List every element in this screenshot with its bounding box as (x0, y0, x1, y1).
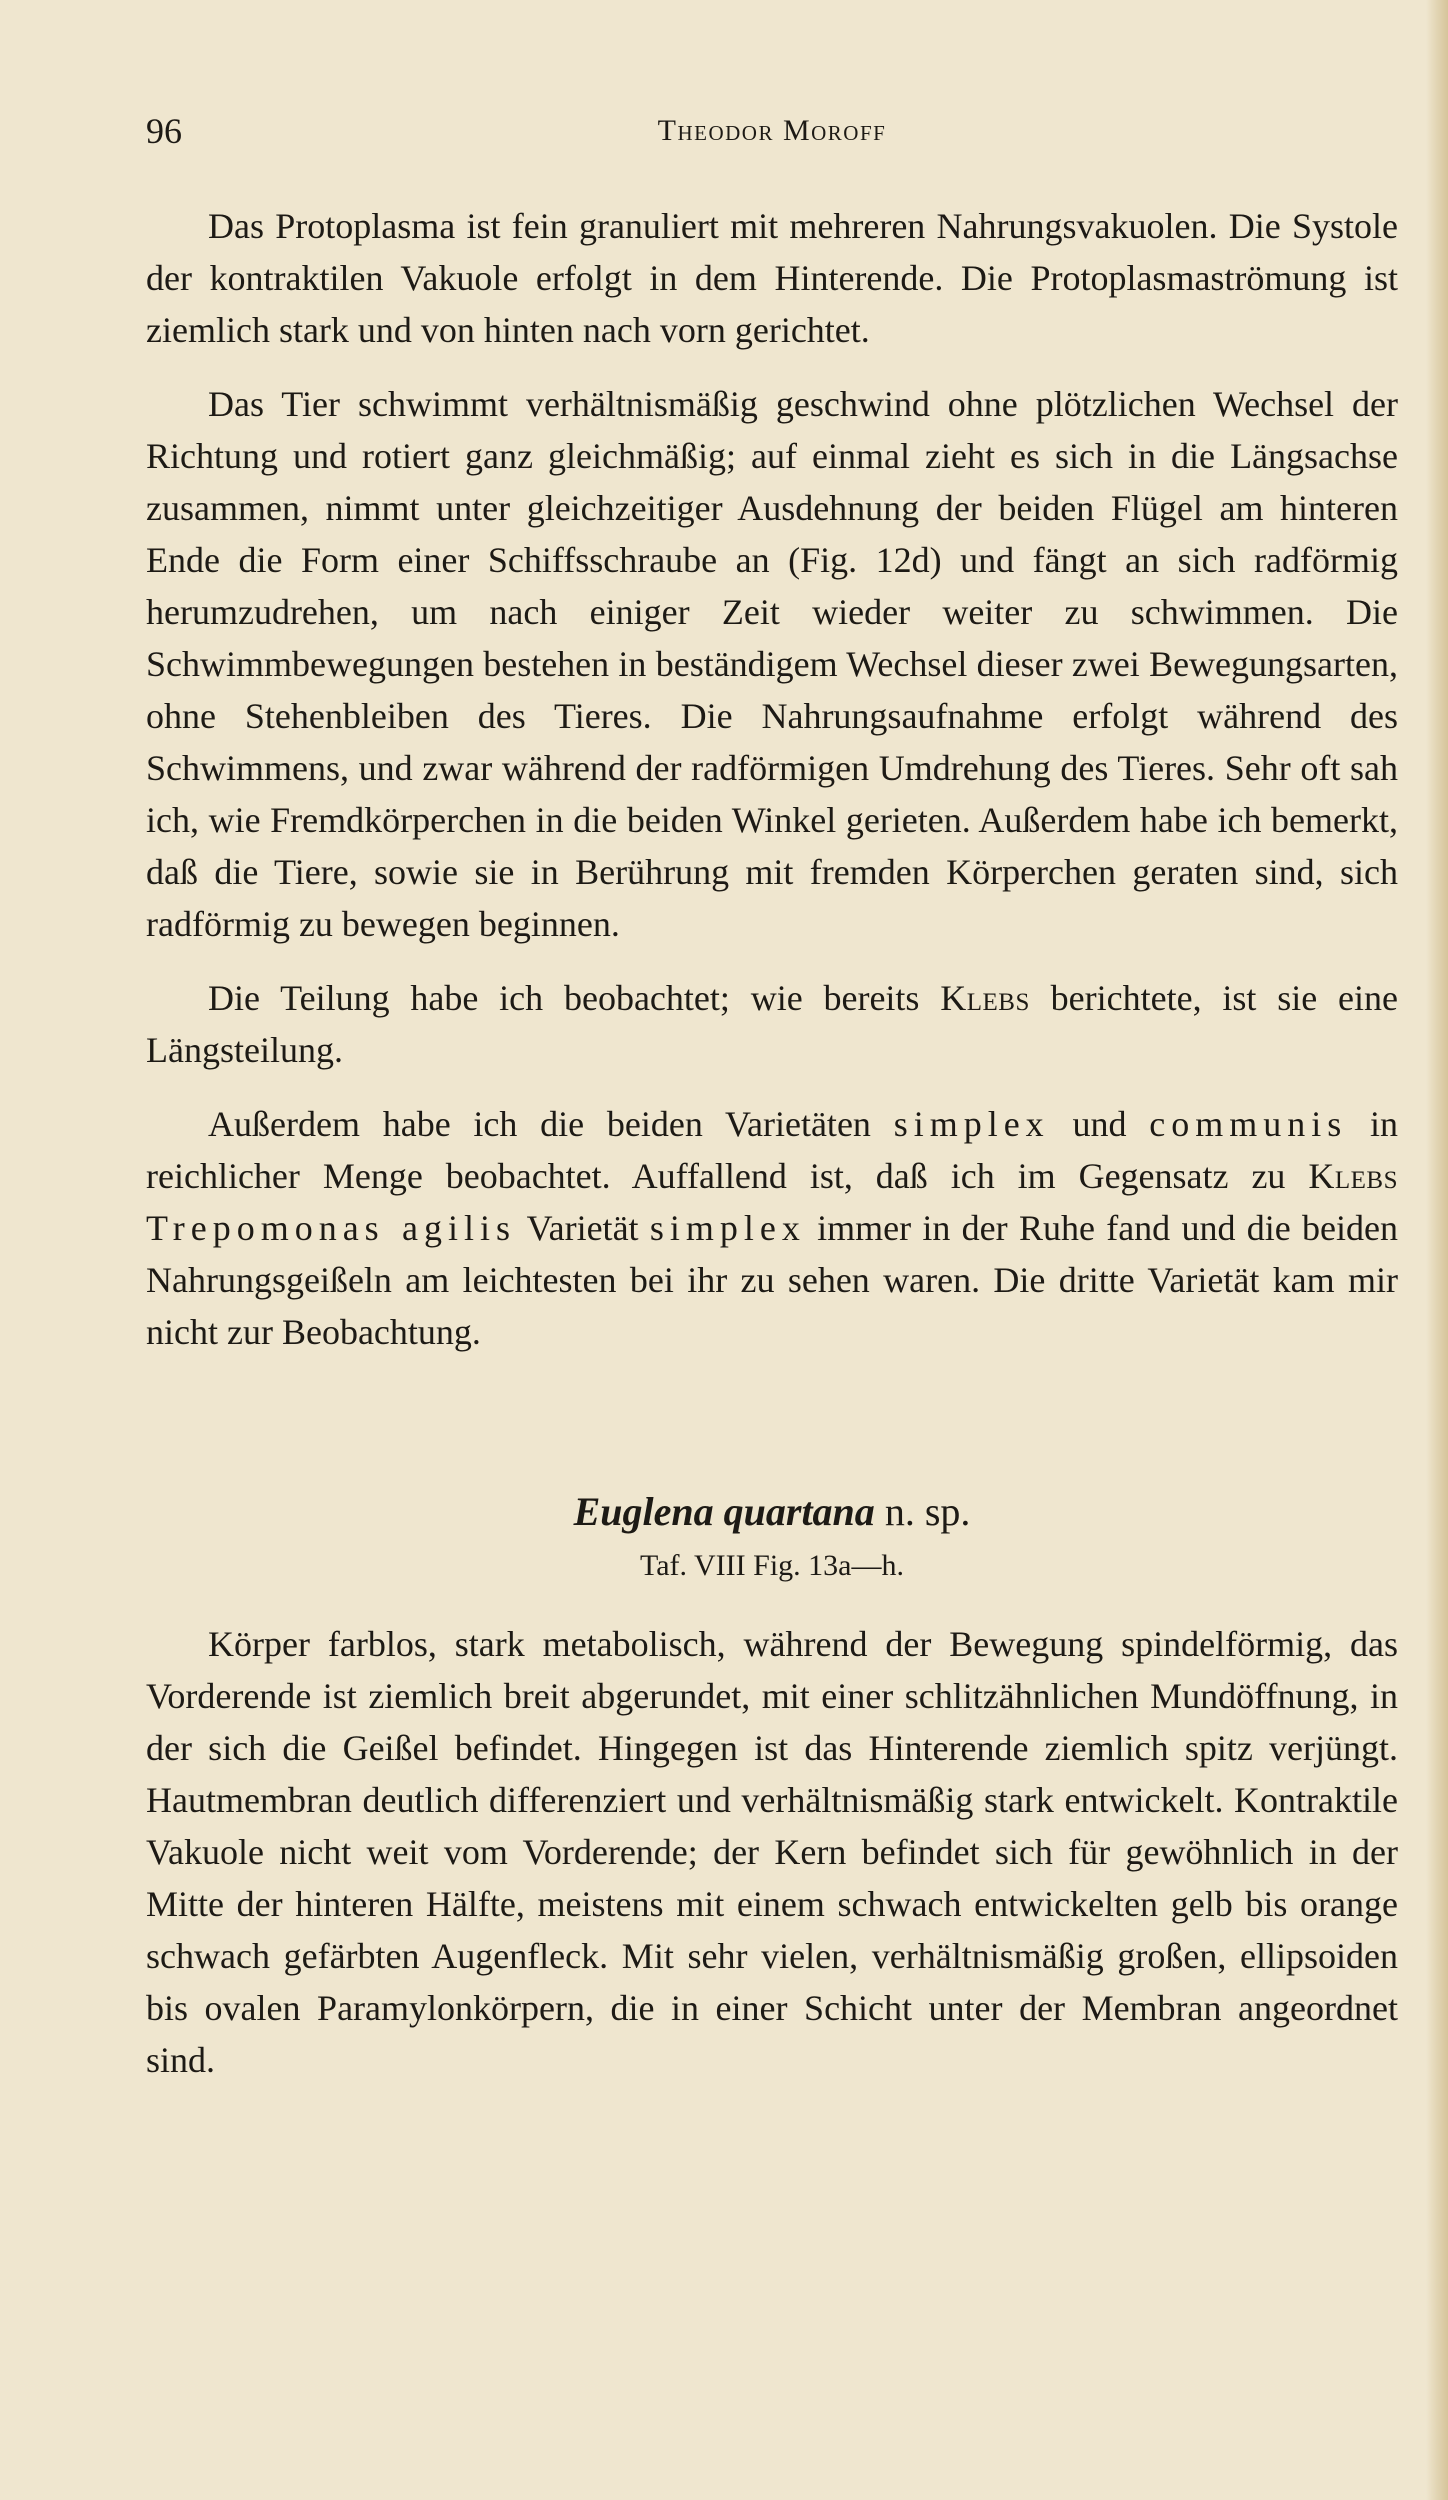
book-page (146, 110, 1398, 2108)
paragraph-protoplasma: Das Protoplasma ist fein granuliert mit mehreren Nahrungsvakuolen. Die Systole der kontraktilen Vakuole erfolgt in dem Hinterende. Die Protoplasmaströmung ist ziemlich stark und von hinten nach vorn gerichtet. (146, 206, 1398, 350)
page-number: 96 (146, 111, 182, 151)
genus-name: Trepomonas agilis (146, 1208, 516, 1248)
text-span: in reichlicher Menge beobachtet. Auffallend ist, daß ich im Gegensatz zu (146, 1104, 1398, 1196)
text-span: immer in der Ruhe fand und die beiden Nahrungsgeißeln am leichtesten bei ihr zu sehen waren. Die dritte Varietät kam mir nicht zur Beobachtung. (146, 1208, 1398, 1352)
author-name: Klebs (1308, 1156, 1398, 1196)
variety-name: simplex (649, 1208, 806, 1248)
variety-name: simplex (893, 1104, 1050, 1144)
text-span: Die Teilung habe ich beobachtet; wie bereits (208, 978, 941, 1018)
variety-name: communis (1149, 1104, 1348, 1144)
body-text (146, 200, 1398, 1358)
section-body (146, 1618, 1398, 2086)
species-suffix: n. sp. (874, 1489, 971, 1534)
page-header (146, 110, 1398, 170)
page-edge (1426, 0, 1448, 2500)
running-title: Theodor Moroff (657, 114, 887, 147)
text-span: Varietät (515, 1208, 650, 1248)
section-title (146, 1486, 1398, 1538)
paragraph-varieties (146, 1098, 1398, 1358)
species-section (146, 1486, 1398, 2086)
paragraph-division (146, 972, 1398, 1076)
author-name: Klebs (940, 978, 1030, 1018)
species-name: Euglena quartana (573, 1489, 875, 1534)
text-span: berichtete, ist sie eine Längsteilung. (146, 978, 1398, 1070)
paragraph-description: Körper farblos, stark metabolisch, während der Bewegung spindelförmig, das Vorderende ist ziemlich breit abgerundet, mit einer schlitzähnlichen Mundöffnung, in der sich die Geißel befindet. Hingegen ist das Hinterende ziemlich spitz verjüngt. Hautmembran deutlich differenziert und verhältnismäßig stark entwickelt. Kontraktile Vakuole nicht weit vom Vorderende; der Kern befindet sich für gewöhnlich in der Mitte der hinteren Hälfte, meistens mit einem schwach entwickelten gelb bis orange schwach gefärbten Augenfleck. Mit sehr vielen, verhältnismäßig großen, ellipsoiden bis ovalen Paramylonkörpern, die in einer Schicht unter der Membran angeordnet sind. (146, 1624, 1398, 2080)
text-span: und (1049, 1104, 1150, 1144)
paragraph-swimming: Das Tier schwimmt verhältnismäßig geschwind ohne plötzlichen Wechsel der Richtung und rotiert ganz gleichmäßig; auf einmal zieht es sich in die Längsachse zusammen, nimmt unter gleichzeitiger Ausdehnung der beiden Flügel am hinteren Ende die Form einer Schiffsschraube an (Fig. 12d) und fängt an sich radförmig herumzudrehen, um nach einiger Zeit wieder weiter zu schwimmen. Die Schwimmbewegungen bestehen in beständigem Wechsel dieser zwei Bewegungsarten, ohne Stehenbleiben des Tieres. Die Nahrungsaufnahme erfolgt während des Schwimmens, und zwar während der radförmigen Umdrehung des Tieres. Sehr oft sah ich, wie Fremdkörperchen in die beiden Winkel gerieten. Außerdem habe ich bemerkt, daß die Tiere, sowie sie in Berührung mit fremden Körperchen geraten sind, sich radförmig zu bewegen beginnen. (146, 384, 1398, 944)
plate-reference: Taf. VIII Fig. 13a—h. (640, 1549, 904, 1582)
text-span: Außerdem habe ich die beiden Varietäten (208, 1104, 894, 1144)
